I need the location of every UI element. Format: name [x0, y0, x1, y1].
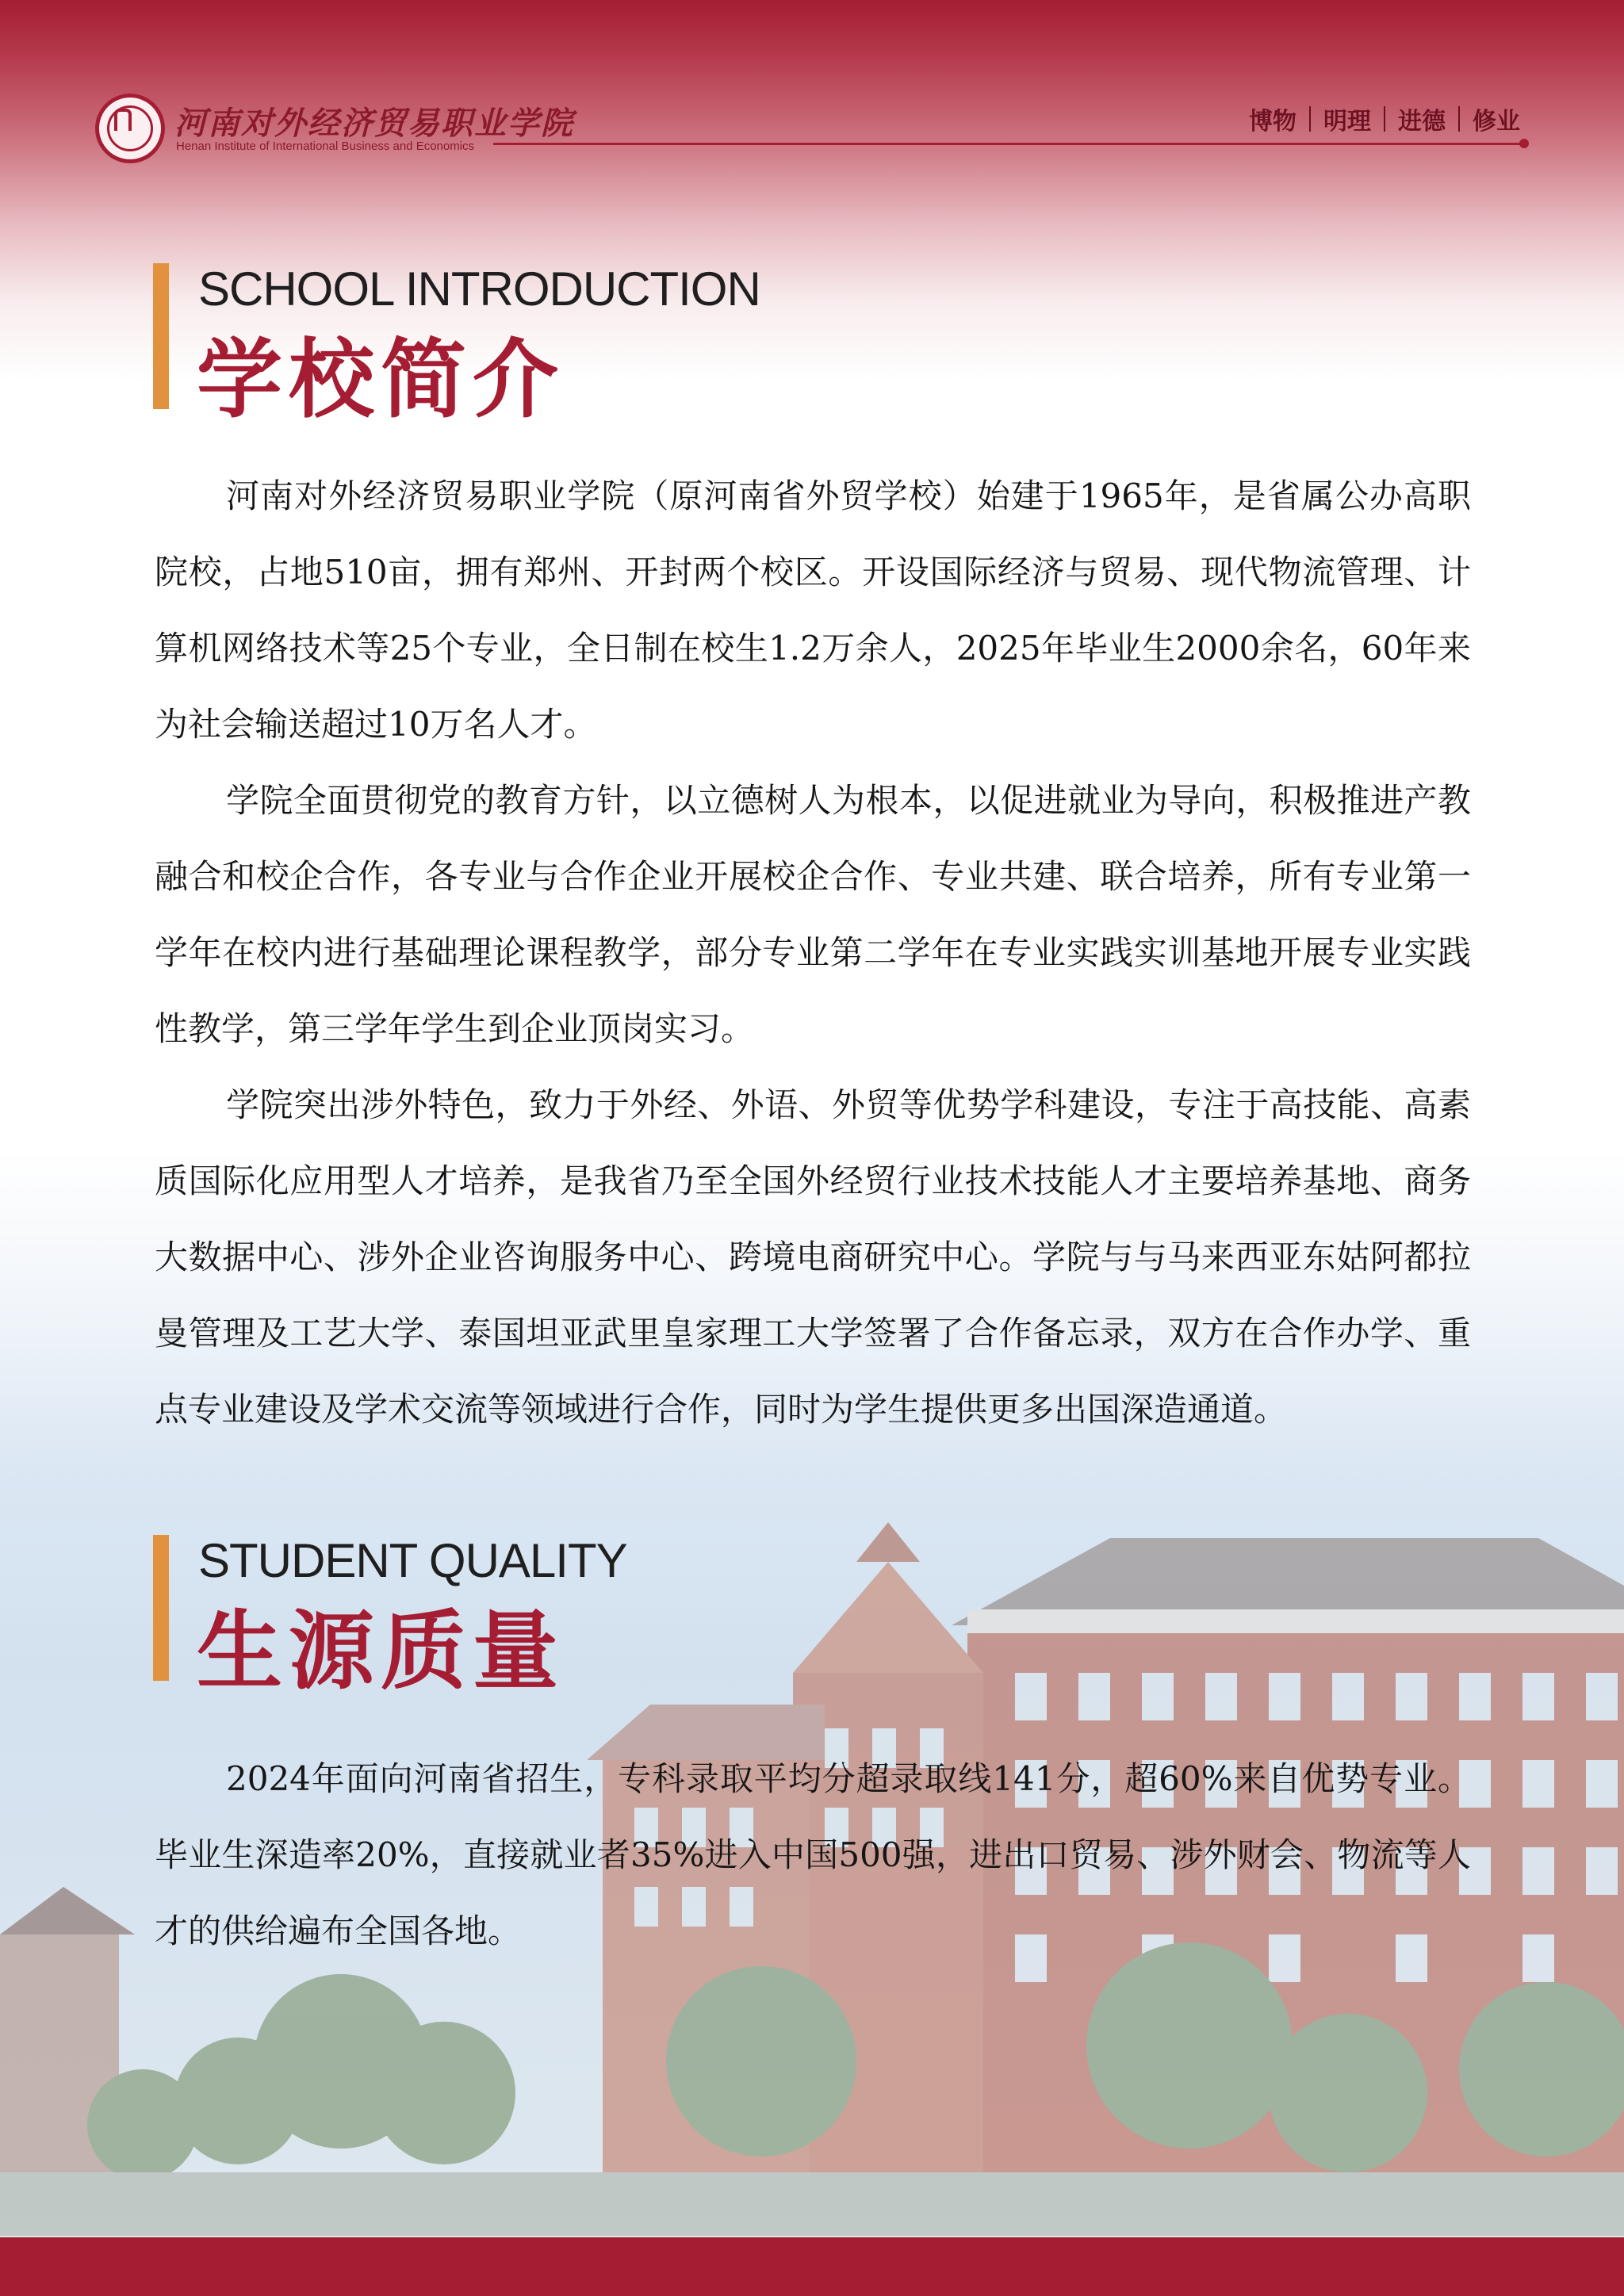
motto-separator — [1309, 106, 1311, 132]
section-title-chinese: 生源质量 — [197, 1601, 565, 1701]
motto-separator — [1458, 106, 1460, 132]
header-divider-dot — [1519, 139, 1529, 148]
motto-word: 博物 — [1249, 108, 1297, 136]
section-accent-bar — [153, 263, 169, 409]
motto-word: 修业 — [1473, 108, 1520, 136]
school-motto — [1249, 101, 1520, 136]
header-divider-line — [493, 143, 1524, 145]
intro-paragraph-2: 学院全面贯彻党的教育方针，以立德树人为根本，以促进就业为导向，积极推进产教融合和校企合作，各专业与合作企业开展校企合作、专业共建、联合培养，所有专业第一学年在校内进行基础理论课程教学，部分专业第二学年在专业实践实训基地开展专业实践性教学，第三学年学生到企业顶岗实习。 — [155, 781, 1471, 1048]
intro-paragraph-1: 河南对外经济贸易职业学院（原河南省外贸学校）始建于1965年，是省属公办高职院校，占地510亩，拥有郑州、开封两个校区。开设国际经济与贸易、现代物流管理、计算机网络技术等25个专业，全日制在校生1.2万余人，2025年毕业生2000余名，60年来为社会输送超过10万名人才。 — [155, 476, 1471, 744]
footer-bar — [0, 2237, 1624, 2296]
section-title-english: SCHOOL INTRODUCTION — [198, 262, 760, 316]
student-quality-paragraph: 2024年面向河南省招生，专科录取平均分超录取线141分，超60%来自优势专业。毕业生深造率20%，直接就业者35%进入中国500强，进出口贸易、涉外财会、物流等人才的供给遍布全国各地。 — [155, 1759, 1471, 1950]
header — [0, 0, 1624, 159]
section-accent-bar — [153, 1535, 169, 1681]
school-seal-logo — [95, 94, 165, 163]
logo-chinese-name: 河南对外经济贸易职业学院 — [174, 105, 574, 142]
motto-separator — [1384, 106, 1385, 132]
motto-word: 明理 — [1323, 108, 1371, 136]
motto-word: 进德 — [1398, 108, 1446, 136]
logo-english-name: Henan Institute of International Business and Economics — [176, 140, 475, 153]
intro-paragraph-3: 学院突出涉外特色，致力于外经、外语、外贸等优势学科建设，专注于高技能、高素质国际化应用型人才培养，是我省乃至全国外经贸行业技术技能人才主要培养基地、商务大数据中心、涉外企业咨询服务中心、跨境电商研究中心。学院与与马来西亚东姑阿都拉曼管理及工艺大学、泰国坦亚武里皇家理工大学签署了合作备忘录，双方在合作办学、重点专业建设及学术交流等领域进行合作，同时为学生提供更多出国深造通道。 — [155, 1085, 1471, 1429]
section-title-chinese: 学校简介 — [197, 330, 565, 430]
section-title-english: STUDENT QUALITY — [198, 1534, 627, 1587]
